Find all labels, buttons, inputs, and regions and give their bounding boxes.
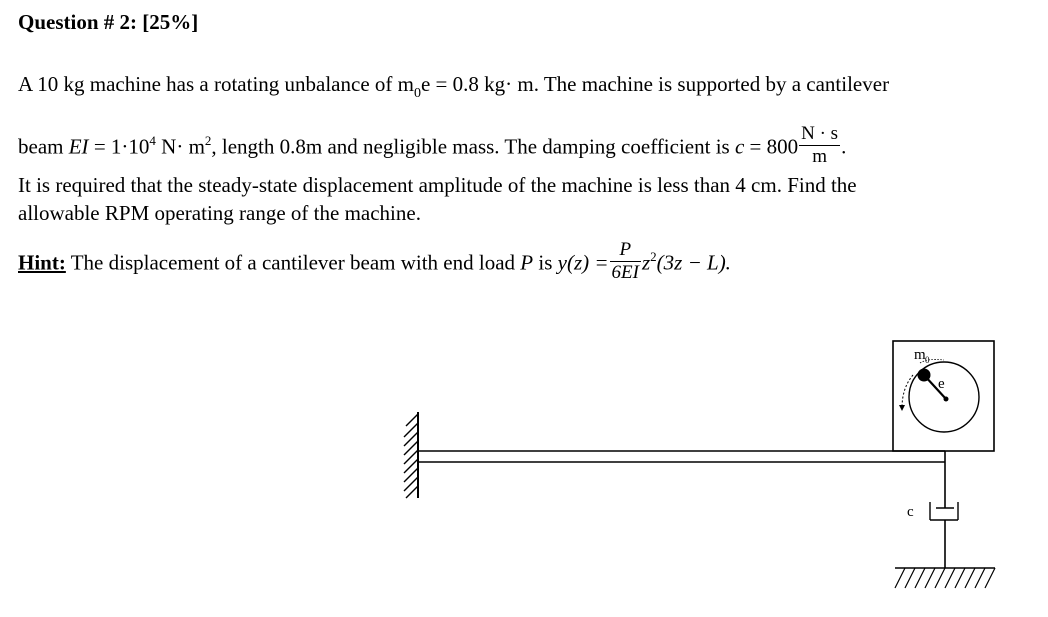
stiffness-unit: N· m (155, 134, 205, 159)
fixed-wall (404, 412, 418, 498)
machine-box (893, 341, 994, 451)
text-segment: beam (18, 134, 69, 159)
formula-tail: (3z − L). (656, 250, 731, 275)
unbalance-mass-symbol: m (397, 72, 414, 96)
mass-subscript: 0 (925, 355, 930, 365)
superscript: 4 (149, 133, 156, 149)
text-segment: . The machine is supported by a cantilever (533, 72, 890, 96)
text-segment: A (18, 72, 33, 96)
problem-line-4: allowable RPM operating range of the machine. (18, 201, 421, 225)
hint-label: Hint: (18, 250, 66, 275)
text-segment: . Find the (776, 173, 857, 197)
fraction-denominator: m (812, 146, 827, 167)
damper (907, 462, 958, 568)
fraction-denominator: 6EI (611, 262, 639, 283)
question-title: Question # 2: [25%] (18, 10, 199, 34)
unbalance-value: e = 0.8 kg· m (420, 72, 534, 96)
deflection-function: y(z) = (557, 250, 609, 275)
stiffness-value: = 1·10 (88, 134, 150, 159)
beam-length: 0.8 (279, 134, 306, 159)
text-segment: m and negligible mass. The damping coefficient is (305, 134, 735, 159)
subscript: 0 (413, 86, 421, 101)
fraction-numerator: P (610, 239, 641, 262)
load-symbol: P (520, 250, 534, 275)
stiffness-symbol: EI (68, 134, 89, 159)
ground (895, 568, 995, 588)
unbalance-mass (918, 369, 931, 382)
damping-value: = 800 (744, 134, 799, 159)
amplitude-limit: 4 cm (735, 173, 777, 197)
text-segment: It is required that the steady-state displacement amplitude of the machine is less than (18, 173, 736, 197)
rotation-arrow (902, 375, 913, 408)
z-variable: z (641, 250, 651, 275)
fraction-numerator: N · s (801, 123, 839, 144)
text-segment: is (533, 250, 558, 275)
text-segment: machine has a rotating unbalance of (84, 72, 398, 96)
eccentricity-label: e (938, 376, 945, 392)
text-segment: , length (211, 134, 280, 159)
superscript: 2 (204, 133, 212, 149)
damping-symbol: c (734, 134, 745, 159)
text-segment: The displacement of a cantilever beam with end load (65, 250, 521, 275)
machine-mass: 10 kg (37, 72, 85, 96)
text-segment: . (841, 134, 847, 159)
damper-label: c (907, 504, 914, 520)
superscript: 2 (650, 249, 657, 265)
mass-label: m (914, 347, 926, 363)
rotor-center (944, 397, 949, 402)
cantilever-beam (418, 451, 945, 462)
